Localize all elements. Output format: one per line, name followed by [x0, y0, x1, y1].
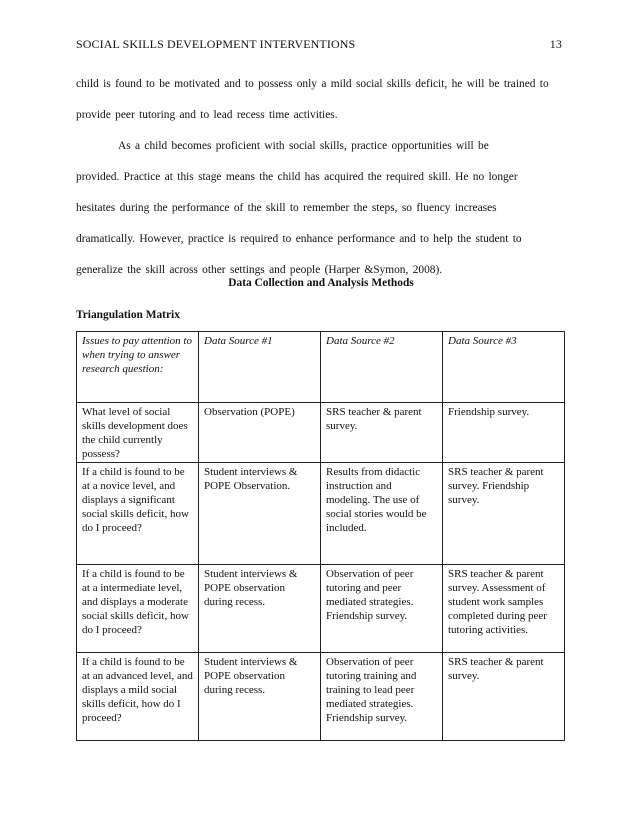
header-cell: Issues to pay attention to when trying to answer research question: [77, 332, 199, 403]
table-cell: SRS teacher & parent survey. [443, 653, 565, 741]
table-row [77, 403, 565, 463]
header-cell: Data Source #3 [443, 332, 565, 403]
text-line: provide peer tutoring and to lead recess time activities. [76, 109, 338, 121]
table-cell: If a child is found to be at a intermediate level, and displays a moderate social skills deficit, how do I proceed? [77, 565, 199, 653]
table-cell: Observation (POPE) [199, 403, 321, 463]
sub-heading: Triangulation Matrix [76, 309, 180, 321]
paragraph-2 [76, 131, 566, 286]
triangulation-matrix-table [76, 331, 565, 741]
text-line: provided. Practice at this stage means the child has acquired the required skill. He no longer [76, 171, 518, 183]
table-cell: Friendship survey. [443, 403, 565, 463]
page-number: 13 [549, 37, 562, 51]
header-cell: Data Source #2 [321, 332, 443, 403]
running-head-title: SOCIAL SKILLS DEVELOPMENT INTERVENTIONS [76, 37, 356, 51]
table-cell: What level of social skills development does the child currently possess? [77, 403, 199, 463]
table-row [77, 653, 565, 741]
table-cell: Observation of peer tutoring training and training to lead peer mediated strategies. Friendship survey. [321, 653, 443, 741]
header-cell: Data Source #1 [199, 332, 321, 403]
table-cell: Observation of peer tutoring and peer mediated strategies. Friendship survey. [321, 565, 443, 653]
text-line: child is found to be motivated and to possess only a mild social skills deficit, he will be trained to [76, 78, 549, 90]
table-cell: Student interviews & POPE observation during recess. [199, 653, 321, 741]
table-cell: Student interviews & POPE Observation. [199, 463, 321, 565]
text-line: dramatically. However, practice is required to enhance performance and to help the student to [76, 233, 522, 245]
text-line: As a child becomes proficient with social skills, practice opportunities will be [118, 140, 489, 152]
text-line: hesitates during the performance of the skill to remember the steps, so fluency increases [76, 202, 497, 214]
table-cell: If a child is found to be at an advanced level, and displays a mild social skills deficit, how do I proceed? [77, 653, 199, 741]
table-row [77, 565, 565, 653]
text-line: generalize the skill across other settings and people (Harper &Symon, 2008). [76, 264, 443, 276]
section-heading: Data Collection and Analysis Methods [228, 277, 414, 289]
table-cell: SRS teacher & parent survey. Friendship survey. [443, 463, 565, 565]
table-header-row [77, 332, 565, 403]
table-cell: Results from didactic instruction and modeling. The use of social stories would be included. [321, 463, 443, 565]
table-cell: SRS teacher & parent survey. Assessment of student work samples completed during peer tutoring activities. [443, 565, 565, 653]
paragraph-1 [76, 69, 566, 131]
table-cell: Student interviews & POPE observation during recess. [199, 565, 321, 653]
table-row [77, 463, 565, 565]
table-cell: SRS teacher & parent survey. [321, 403, 443, 463]
table-cell: If a child is found to be at a novice level, and displays a significant social skills deficit, how do I proceed? [77, 463, 199, 565]
